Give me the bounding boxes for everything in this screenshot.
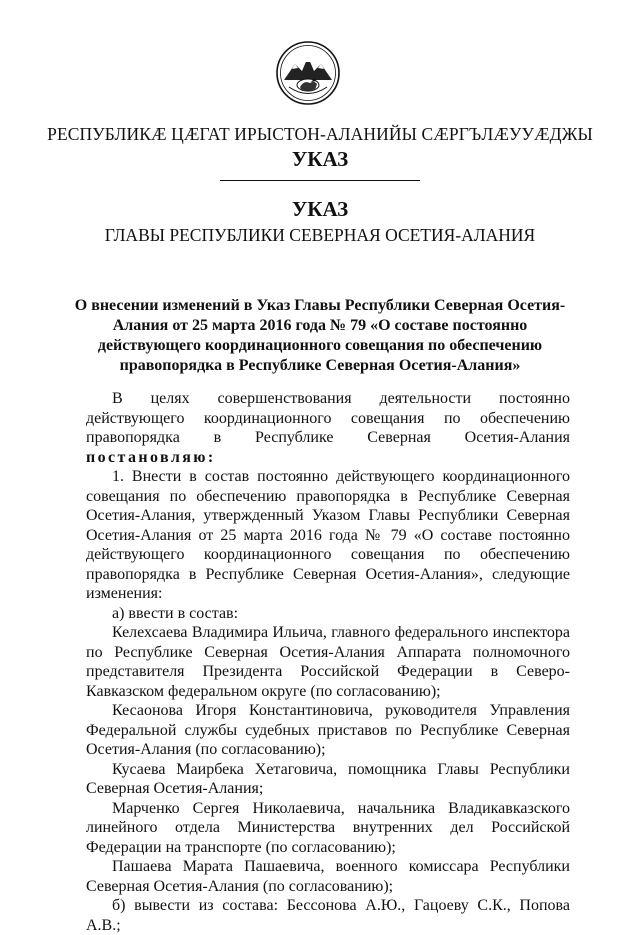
item-b-paragraph: б) вывести из состава: Бессонова А.Ю., Гацоеву С.К., Попова А.В.; [86, 897, 570, 934]
item-1-paragraph: 1. Внести в состав постоянно действующего координационного совещания по обеспечению правопорядка в Республике Северная Осетия-Алания, утвержденный Указом Главы Республики Северная Осетия-Алания от 25 марта 2016 года № 79 «О составе постоянно действующего координационного совещания по обеспечению правопорядка в Республике Северная Осетия-Алания», следующие изменения: [86, 468, 570, 602]
preamble-paragraph [86, 389, 570, 467]
member-3-paragraph: Кусаева Маирбека Хетаговича, помощника Главы Республики Северная Осетия-Алания; [86, 760, 570, 797]
decree-heading-ossetian: УКАЗ [291, 147, 349, 171]
member-5-paragraph: Пашаева Марата Пашаевича, военного комиссара Республики Северная Осетия-Алания (по согласованию); [86, 858, 570, 895]
decree-word: постановляю: [86, 448, 216, 466]
member-4-paragraph: Марченко Сергея Николаевича, начальника Владикавказского линейного отдела Министерства внутренних дел Российской Федерации на транспорте (по согласованию); [86, 799, 570, 856]
preamble-text: В целях совершенствования деятельности постоянно действующего координационного совещания по обеспечению правопорядка в Республике Северная Осетия-Алания [86, 390, 570, 446]
member-2-paragraph: Кесаонова Игоря Константиновича, руководителя Управления Федеральной службы судебных приставов по Республике Северная Осетия-Алания (по согласованию); [86, 702, 570, 758]
item-a-paragraph: а) ввести в состав: [112, 604, 239, 622]
decree-heading-russian: УКАЗ [291, 197, 349, 221]
head-of-republic-heading: ГЛАВЫ РЕСПУБЛИКИ СЕВЕРНАЯ ОСЕТИЯ-АЛАНИЯ [104, 225, 536, 245]
decree-body [86, 389, 570, 935]
member-1-paragraph: Келехсаева Владимира Ильича, главного федерального инспектора по Республике Северная Осетия-Алания Аппарата полномочного представителя Президента Российской Федерации в Северо-Кавказском федеральном округе (по согласованию); [86, 624, 570, 700]
decree-title: О внесении изменений в Указ Главы Республики Северная Осетия-Алания от 25 марта 2016 года № 79 «О составе постоянно действующего координационного совещания по обеспечению правопорядка в Республике Северная Осетия-Алания» [74, 297, 566, 374]
republic-name-ossetian: РЕСПУБЛИКӔ ЦӔГАТ ИРЫСТОН-АЛАНИЙЫ СӔРГЪЛӔУУӔДЖЫ [47, 124, 593, 144]
header-divider [220, 180, 420, 181]
coat-of-arms-emblem-icon [275, 40, 341, 106]
